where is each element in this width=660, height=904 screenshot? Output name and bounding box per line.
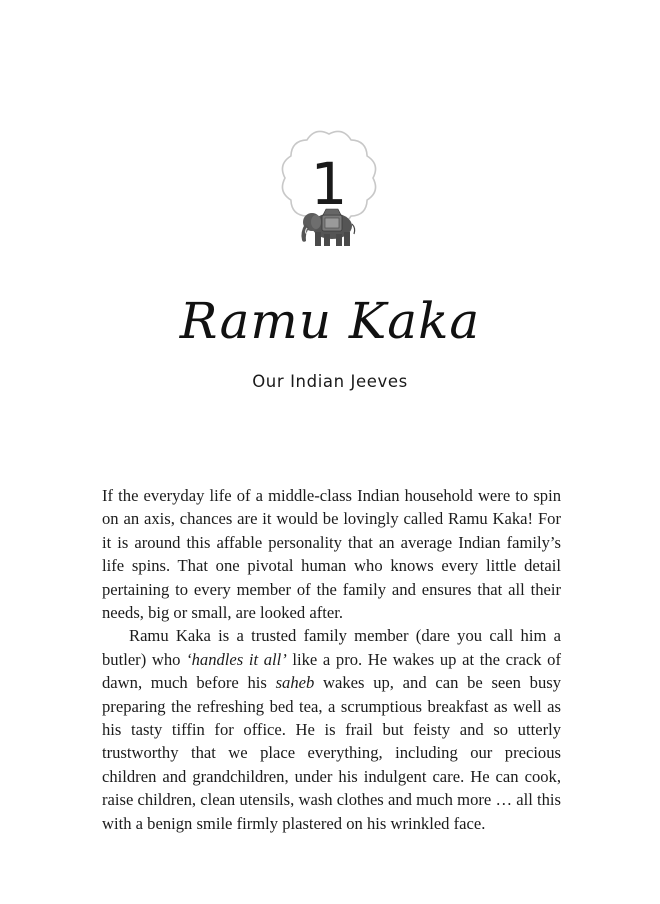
text-segment: like a pro. He wakes up at the crack of dawn, much before his — [102, 649, 561, 693]
text-segment-italic: saheb — [275, 673, 315, 693]
chapter-number: 1 — [310, 150, 348, 218]
text-segment-italic: ‘handles it all’ — [186, 649, 287, 669]
chapter-subtitle: Our Indian Jeeves — [252, 372, 408, 391]
body-paragraph — [102, 624, 561, 835]
chapter-body — [102, 484, 561, 835]
text-segment: Ramu Kaka is a trusted family member (dare you call him a butler) who — [102, 626, 561, 669]
chapter-title: Ramu Kaka — [179, 292, 481, 350]
text-segment: If the everyday life of a middle-class Indian household were to spin on an axis, chances are it would be lovingly called Ramu Kaka! For it is around this affable personality that an average Indian family’s life spins. That one pivotal human who knows every little detail pertaining to every member of the family and ensures that all their needs, big or small, are looked after. — [102, 486, 561, 623]
text-segment: wakes up, and can be seen busy preparing the refreshing bed tea, a scrumptious breakfast as well as his tasty tiffin for office. He is frail but feisty and so utterly trustworthy that we place everything, including our precious children and grandchildren, under his indulgent care. He can cook, raise children, clean utensils, wash clothes and much more … all this with a benign smile firmly plastered on his wrinkled face. — [102, 673, 562, 833]
body-paragraph — [102, 484, 561, 624]
